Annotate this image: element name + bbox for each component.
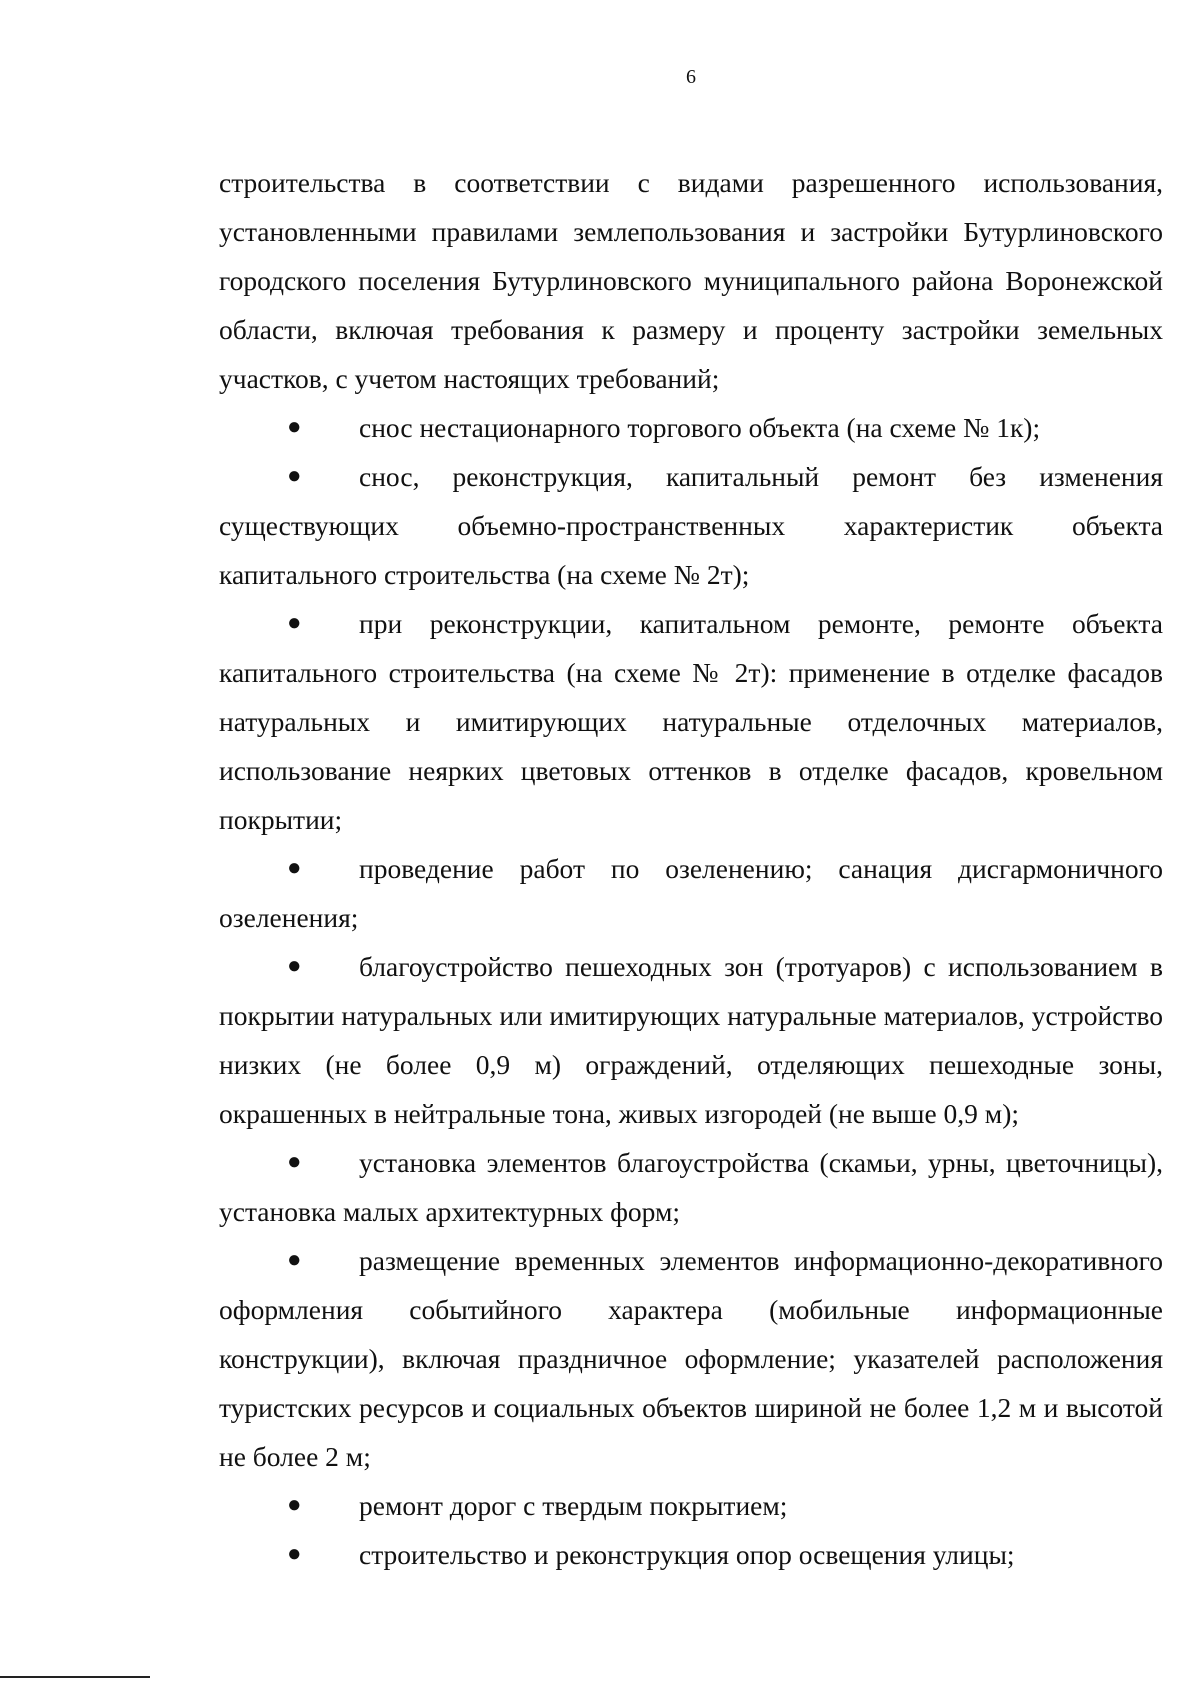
list-item-text: строительство и реконструкция опор освещения улицы;: [359, 1539, 1015, 1570]
list-item-text: снос, реконструкция, капитальный ремонт без изменения существующих объемно-пространственных характеристик объекта капитального строительства (на схеме № 2т);: [219, 461, 1163, 590]
list-item: [219, 599, 1163, 844]
list-item-text: снос нестационарного торгового объекта (на схеме № 1к);: [359, 412, 1041, 443]
list-item: [219, 1481, 1163, 1530]
list-item: [219, 1138, 1163, 1236]
list-item: [219, 403, 1163, 452]
list-item-text: при реконструкции, капитальном ремонте, ремонте объекта капитального строительства (на схеме № 2т): применение в отделке фасадов натуральных и имитирующих натуральные отделочных материалов, использование неярких цветовых оттенков в отделке фасадов, кровельном покрытии;: [219, 608, 1163, 835]
bullet-icon: ●: [287, 610, 302, 636]
footer-divider: [0, 1676, 150, 1678]
bullet-icon: ●: [287, 1149, 302, 1175]
list-item: [219, 844, 1163, 942]
list-item-text: установка элементов благоустройства (скамьи, урны, цветочницы), установка малых архитектурных форм;: [219, 1147, 1163, 1227]
bullet-icon: ●: [287, 414, 302, 440]
list-item-text: размещение временных элементов информационно-декоративного оформления событийного характера (мобильные информационные конструкции), включая праздничное оформление; указателей расположения туристских ресурсов и социальных объектов шириной не более 1,2 м и высотой не более 2 м;: [219, 1245, 1163, 1472]
intro-paragraph: строительства в соответствии с видами разрешенного использования, установленными правилами землепользования и застройки Бутурлиновского городского поселения Бутурлиновского муниципального района Воронежской области, включая требования к размеру и проценту застройки земельных участков, с учетом настоящих требований;: [219, 167, 1163, 394]
list-item: [219, 1530, 1163, 1579]
list-item: [219, 452, 1163, 599]
list-item: [219, 942, 1163, 1138]
bullet-icon: ●: [287, 1541, 302, 1567]
bullet-icon: ●: [287, 953, 302, 979]
bullet-icon: ●: [287, 1247, 302, 1273]
page-number-text: 6: [686, 66, 696, 88]
bullet-icon: ●: [287, 1492, 302, 1518]
bullet-icon: ●: [287, 855, 302, 881]
list-item: [219, 1236, 1163, 1481]
list-item-text: ремонт дорог с твердым покрытием;: [359, 1490, 788, 1521]
list-item-text: благоустройство пешеходных зон (тротуаров) с использованием в покрытии натуральных или имитирующих натуральные материалов, устройство низких (не более 0,9 м) ограждений, отделяющих пешеходные зоны, окрашенных в нейтральные тона, живых изгородей (не выше 0,9 м);: [219, 951, 1163, 1129]
document-body: [219, 158, 1163, 1579]
list-item-text: проведение работ по озеленению; санация дисгармоничного озеленения;: [219, 853, 1163, 933]
bullet-icon: ●: [287, 463, 302, 489]
